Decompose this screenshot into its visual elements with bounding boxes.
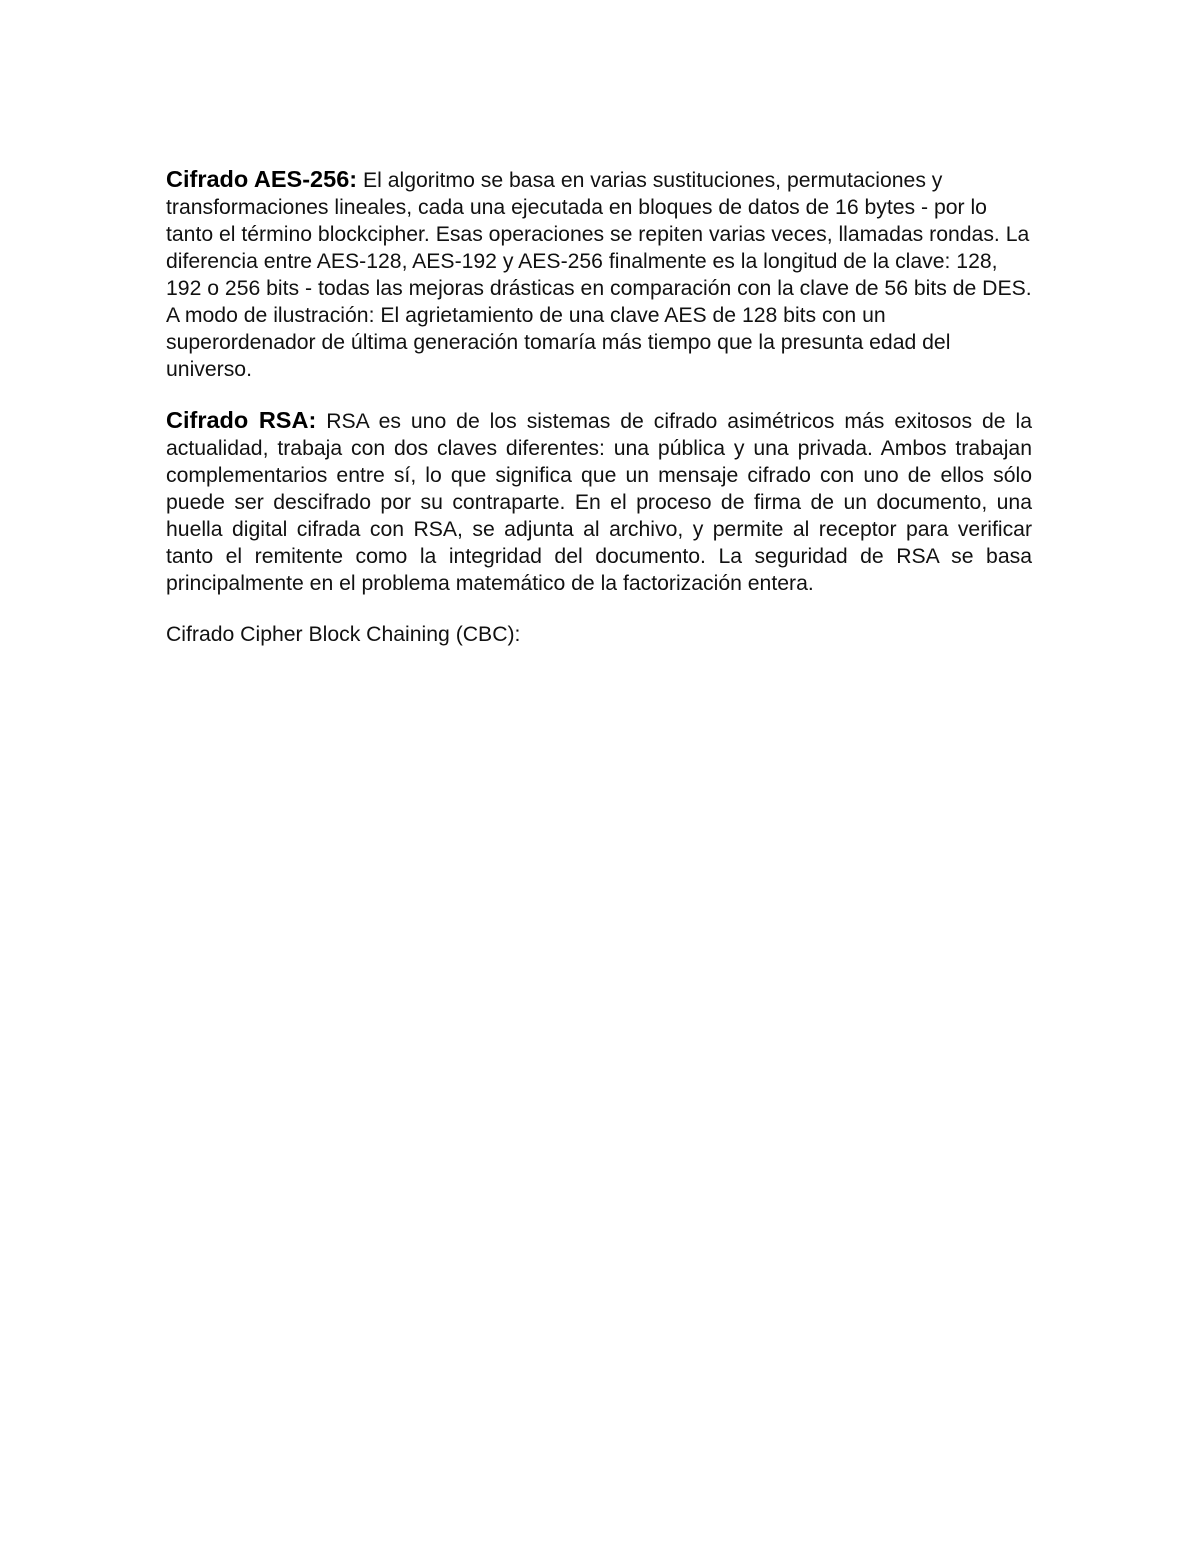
aes-256-body: El algoritmo se basa en varias sustituciones, permutaciones y transformaciones lineales, cada una ejecutada en bloques de datos de 16 bytes - por lo tanto el término blockcipher. Esas operaciones se repiten varias veces, llamadas rondas. La diferencia entre AES-128, AES-192 y AES-256 finalmente es la longitud de la clave: 128, 192 o 256 bits - todas las mejoras drásticas en comparación con la clave de 56 bits de DES. A modo de ilustración: El agrietamiento de una clave AES de 128 bits con un superordenador de última generación tomaría más tiempo que la presunta edad del universo.: [166, 169, 1032, 381]
document-content: [166, 166, 1032, 648]
aes-256-heading: Cifrado AES-256:: [166, 166, 358, 192]
rsa-heading: Cifrado RSA:: [166, 407, 317, 433]
rsa-body: RSA es uno de los sistemas de cifrado asimétricos más exitosos de la actualidad, trabaja con dos claves diferentes: una pública y una privada. Ambos trabajan complementarios entre sí, lo que significa que un mensaje cifrado con uno de ellos sólo puede ser descifrado por su contraparte. En el proceso de firma de un documento, una huella digital cifrada con RSA, se adjunta al archivo, y permite al receptor para verificar tanto el remitente como la integridad del documento. La seguridad de RSA se basa principalmente en el problema matemático de la factorización entera.: [166, 410, 1032, 595]
aes-256-paragraph: [166, 166, 1032, 383]
cbc-paragraph: [166, 621, 1032, 648]
rsa-paragraph: [166, 407, 1032, 597]
cbc-heading: Cifrado Cipher Block Chaining (CBC):: [166, 623, 521, 646]
